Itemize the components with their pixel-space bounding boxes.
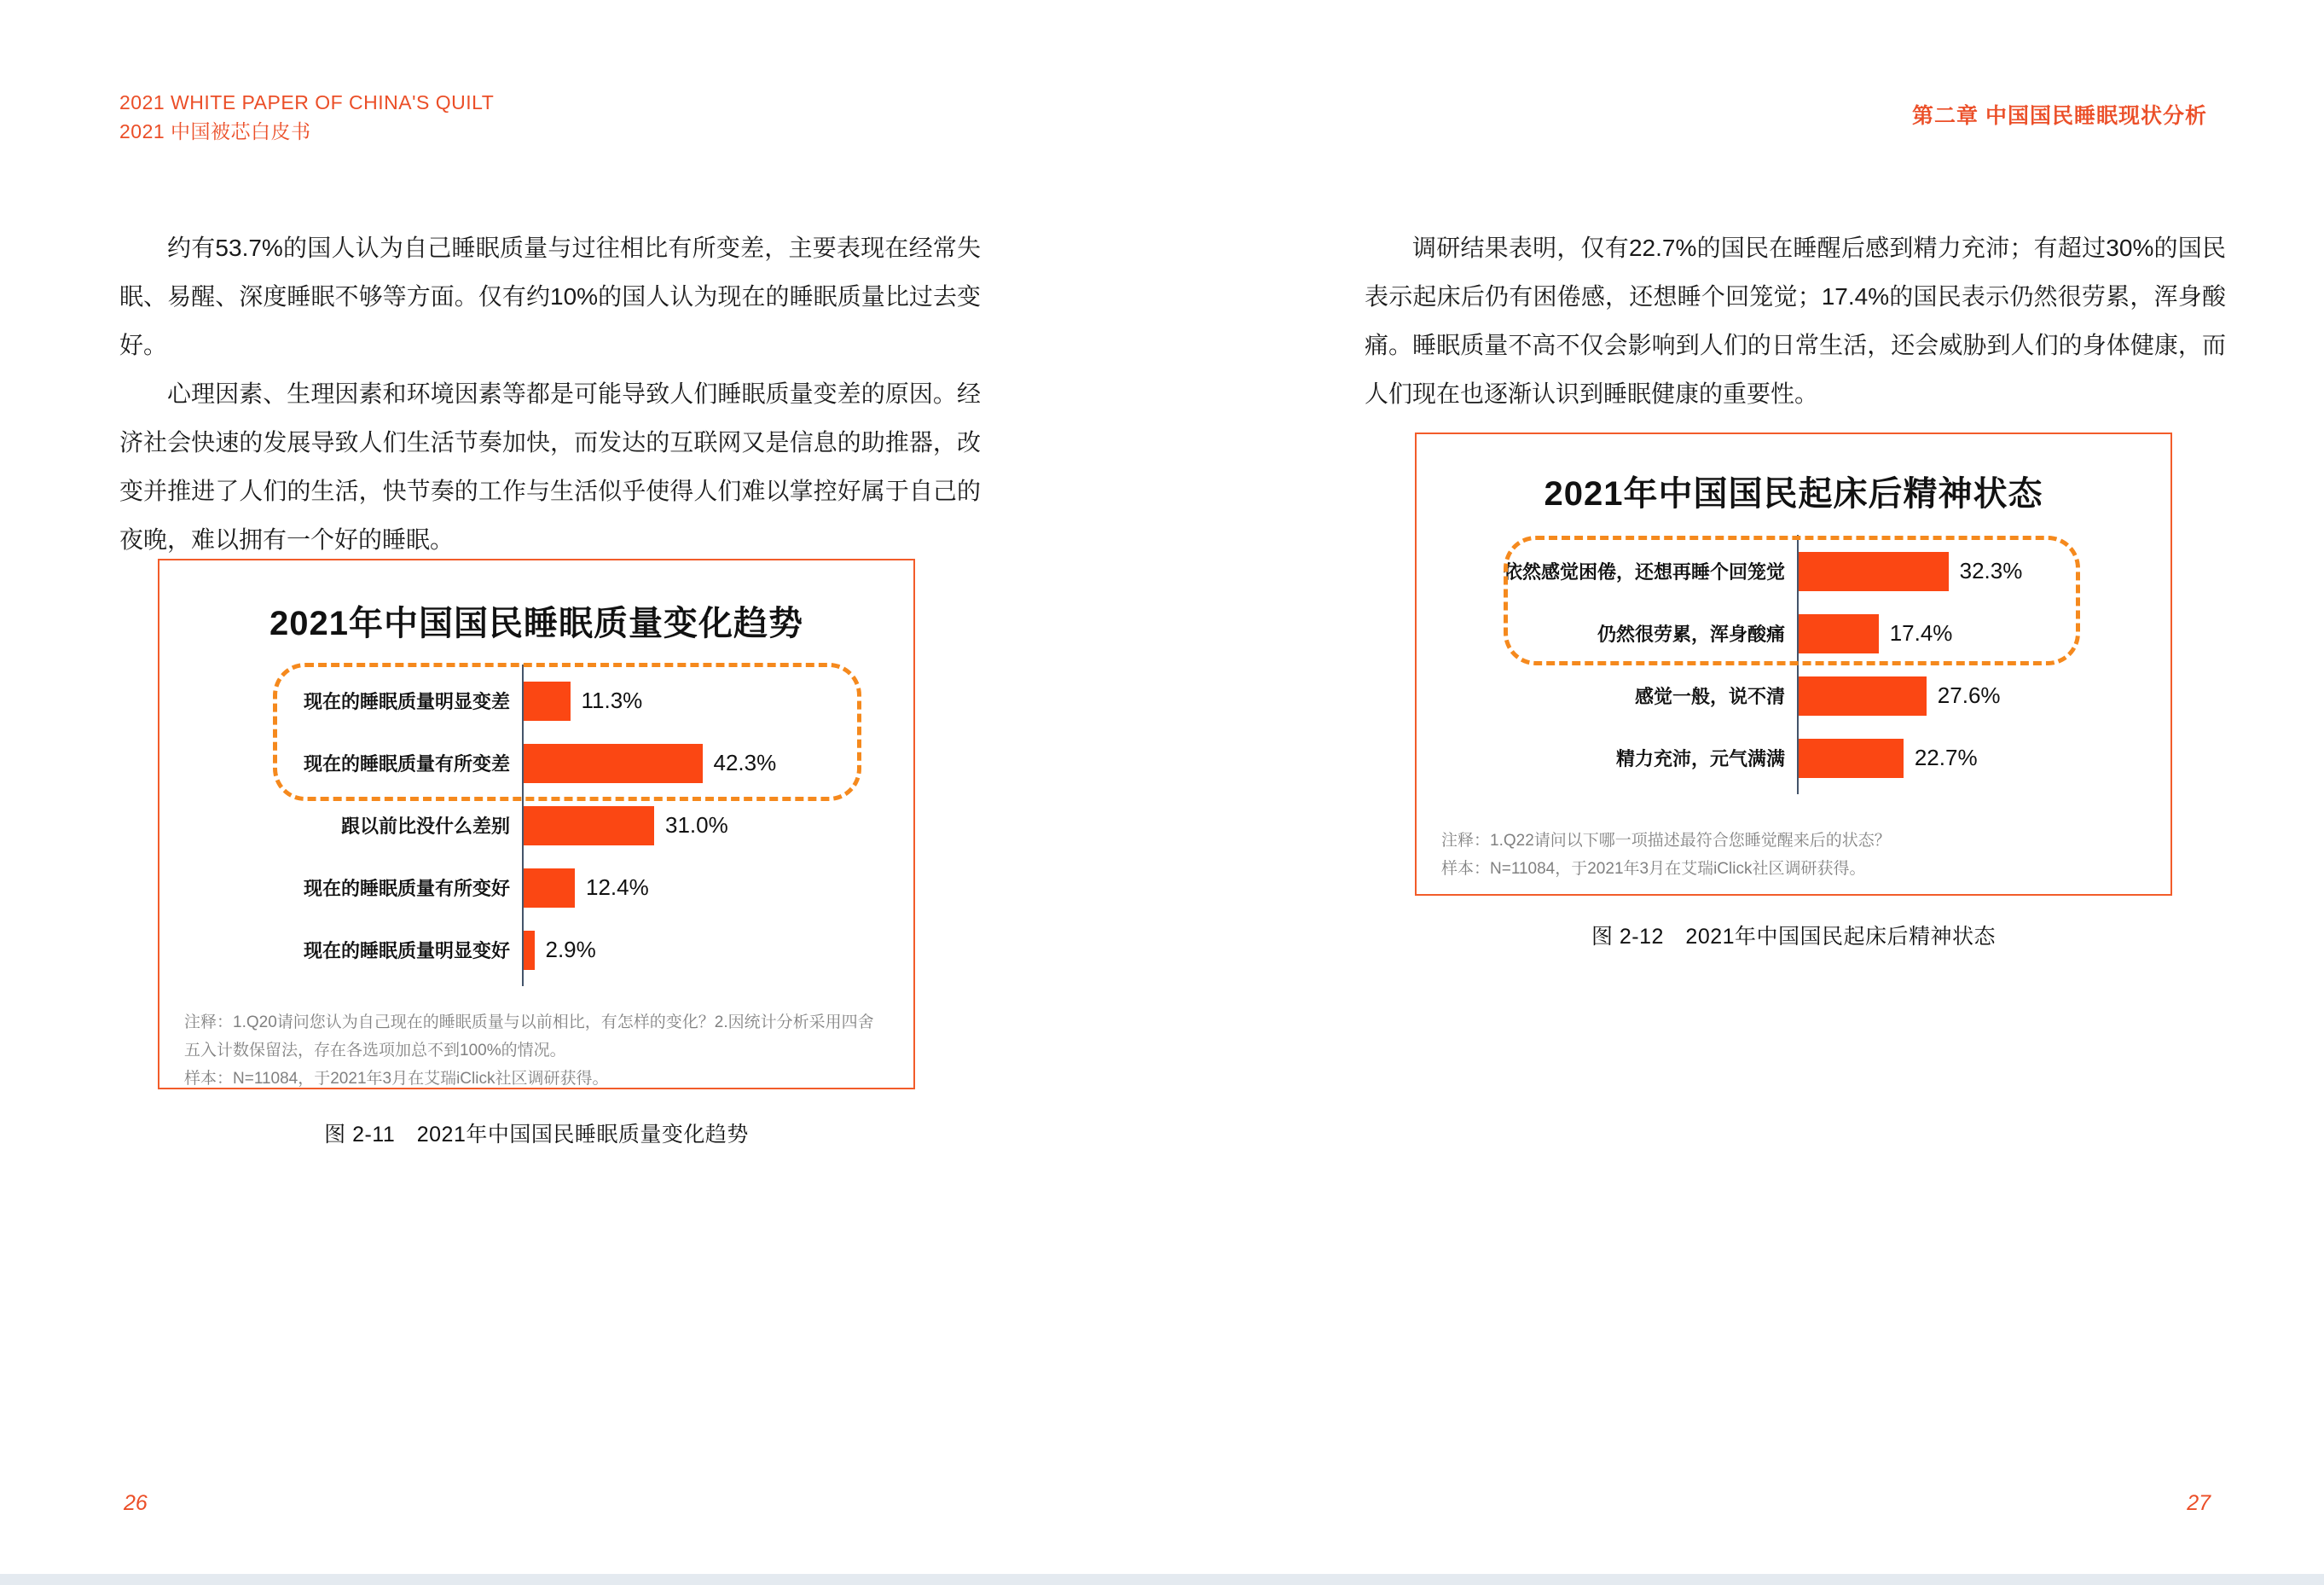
figure-notes [1441,827,2146,883]
figure-box-morning-state [1415,433,2172,896]
bar-row [1417,540,2170,602]
running-header-left [119,88,494,146]
figure-caption-2-11: 图 2-11 2021年中国国民睡眠质量变化趋势 [324,1123,749,1147]
bar-label: 感觉一般，说不清 [1634,686,1785,707]
page-number-right: 27 [2187,1491,2211,1515]
bar [522,682,571,721]
bar-label: 现在的睡眠质量明显变差 [303,691,510,712]
page-number-left: 26 [124,1491,148,1515]
bar-row [1417,727,2170,789]
bar [522,931,535,970]
bar-row [159,794,913,856]
sample-line: 样本：N=11084，于2021年3月在艾瑞iClick社区调研获得。 [184,1070,609,1088]
axis-line [1797,535,1799,794]
bar-label: 精力充沛，元气满满 [1615,748,1785,769]
figure-box-sleep-quality [158,559,915,1089]
axis-line [522,665,524,986]
bar-row [159,856,913,919]
bar-area [522,931,596,970]
bar [1797,676,1927,716]
bar-value-label: 31.0% [665,812,728,838]
bar [522,806,654,845]
figure-notes [184,1008,889,1093]
right-body-text [1365,224,2226,418]
left-paragraph-2: 心理因素、生理因素和环境因素等都是可能导致人们睡眠质量变差的原因。经济社会快速的发展导致人们生活节奏加快，而发达的互联网又是信息的助推器，改变并推进了人们的生活，快节奏的工作与生活似乎使得人们难以掌控好属于自己的夜晚，难以拥有一个好的睡眠。 [119,380,981,553]
bar-label: 依然感觉困倦，还想再睡个回笼觉 [1503,561,1785,583]
bar [1797,614,1879,653]
bar [522,868,575,908]
left-paragraph-1: 约有53.7%的国人认为自己睡眠质量与过往相比有所变差，主要表现在经常失眠、易醒、深度睡眠不够等方面。仅有约10%的国人认为现在的睡眠质量比过去变好。 [119,235,981,358]
bar-value-label: 42.3% [713,750,777,775]
running-header-line2: 2021 中国被芯白皮书 [119,120,311,142]
bar-area [1797,614,1952,653]
bar-chart-sleep-quality [159,670,913,981]
bar-value-label: 11.3% [581,688,643,713]
bar-value-label: 22.7% [1914,745,1978,770]
bar-label: 仍然很劳累，浑身酸痛 [1597,624,1785,645]
bar-row [159,919,913,981]
bar-value-label: 2.9% [545,937,596,962]
bar-row [1417,602,2170,665]
left-body-text [119,224,981,564]
bar-label: 跟以前比没什么差别 [340,816,510,837]
bar-value-label: 32.3% [1959,558,2023,583]
figure-title: 2021年中国国民睡眠质量变化趋势 [269,605,803,642]
bar-row [159,732,913,794]
note-line: 注释：1.Q22请问以下哪一项描述最符合您睡觉醒来后的状态？ [1441,832,1891,850]
bar-label: 现在的睡眠质量有所变好 [303,878,510,899]
bar-value-label: 17.4% [1889,620,1953,646]
figure-title: 2021年中国国民起床后精神状态 [1544,475,2043,513]
bar [1797,552,1949,591]
bar-area [1797,676,2001,716]
bar-chart-morning-state [1417,540,2170,789]
figure-caption-2-12: 图 2-12 2021年中国国民起床后精神状态 [1591,925,1997,949]
bar-label: 现在的睡眠质量明显变好 [303,940,510,961]
bar-value-label: 27.6% [1937,682,2001,708]
bar-row [1417,665,2170,727]
viewer-bottom-edge [0,1574,2324,1585]
bar-label: 现在的睡眠质量有所变差 [303,753,510,775]
bar-area [522,868,649,908]
bar-value-label: 12.4% [586,874,649,900]
bar-area [522,806,728,845]
bar-area [522,682,642,721]
sample-line: 样本：N=11084，于2021年3月在艾瑞iClick社区调研获得。 [1441,860,1866,878]
bar-area [1797,739,1978,778]
bar-area [1797,552,2022,591]
running-header-line1: 2021 WHITE PAPER OF CHINA'S QUILT [119,91,495,113]
running-header-right: 第二章 中国国民睡眠现状分析 [1912,104,2207,128]
note-line: 注释：1.Q20请问您认为自己现在的睡眠质量与以前相比，有怎样的变化？2.因统计分析采用四舍五入计数保留法，存在各选项加总不到100%的情况。 [184,1013,874,1060]
right-paragraph-1: 调研结果表明，仅有22.7%的国民在睡醒后感到精力充沛；有超过30%的国民表示起床后仍有困倦感，还想睡个回笼觉；17.4%的国民表示仍然很劳累，浑身酸痛。睡眠质量不高不仅会影响到人们的日常生活，还会威胁到人们的身体健康，而人们现在也逐渐认识到睡眠健康的重要性。 [1365,235,2226,407]
bar [1797,739,1904,778]
bar-area [522,744,776,783]
bar [522,744,703,783]
bar-row [159,670,913,732]
